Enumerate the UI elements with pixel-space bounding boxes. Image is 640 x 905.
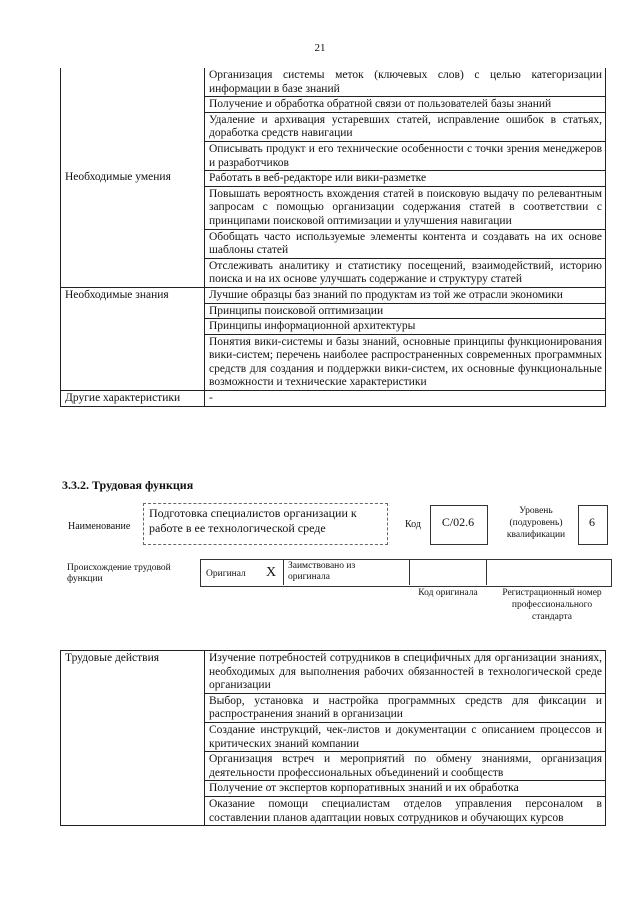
original-label: Оригинал [206, 569, 246, 579]
name-label: Наименование [68, 521, 131, 532]
table-row [61, 68, 606, 97]
table-cell: Работать в веб-редакторе или вики-разметке [205, 171, 606, 187]
label-knowledge: Необходимые знания [61, 287, 205, 390]
table-cell: Получение и обработка обратной связи от пользователей базы знаний [205, 97, 606, 113]
table-cell: Лучшие образцы баз знаний по продуктам из той же отрасли экономики [205, 287, 606, 303]
table-row [61, 287, 606, 303]
table-cell: Оказание помощи специалистам отделов управления персоналом в составлении планов адаптации новых сотрудников и обучающих курсов [205, 796, 606, 825]
row-label [61, 68, 205, 287]
code-value: C/02.6 [441, 515, 475, 529]
origin-divider [283, 559, 284, 585]
page-number: 21 [314, 42, 326, 54]
table-cell: Изучение потребностей сотрудников в специфичных для организации знаниях, необходимых для выполнения рабочих обязанностей в технологической среде организации [205, 651, 606, 694]
table-cell: Описывать продукт и его технические особенности с точки зрения менеджеров и разработчиков [205, 141, 606, 170]
table-cell: Принципы информационной архитектуры [205, 319, 606, 335]
code-label: Код [405, 519, 421, 530]
code-caption: Код оригинала [418, 588, 478, 598]
table-cell: Повышать вероятность вхождения статей в поисковую выдачу по релевантным запросам с помощью организации содержания статей в соответствии с принципами поисковой оптимизации и улучшения навигации [205, 186, 606, 229]
table-cell: Организация системы меток (ключевых слов) с целью категоризации информации в базе знаний [205, 68, 606, 97]
table-cell: Получение от экспертов корпоративных знаний и их обработка [205, 781, 606, 797]
table-cell: Принципы поисковой оптимизации [205, 303, 606, 319]
table-cell: Удаление и архивация устаревших статей, исправление ошибок в статьях, доработка средств навигации [205, 112, 606, 141]
reg-caption: Регистрационный номер профессионального стандарта [502, 588, 602, 622]
table-row [61, 391, 606, 407]
origin-divider [486, 559, 487, 585]
actions-table [60, 650, 606, 826]
table-cell: Создание инструкций, чек-листов и документации с описанием процессов и критических знаний компании [205, 722, 606, 751]
table-cell: Понятия вики-системы и базы знаний, основные принципы функционирования вики-систем; перечень наиболее распространенных современных программных средств для создания и поддержки вики-систем, их основные функциональные возможности и технические характеристики [205, 334, 606, 390]
label-skills: Необходимые умения [65, 170, 171, 183]
function-name: Подготовка специалистов организации к работе в ее технологической среде [149, 506, 357, 535]
table-cell: - [205, 391, 606, 407]
original-mark: X [266, 565, 277, 580]
skills-table [60, 68, 606, 407]
level-value: 6 [589, 515, 595, 529]
label-other: Другие характеристики [61, 391, 205, 407]
table-cell: Организация встреч и мероприятий по обмену знаниями, организация деятельности профессиональных объединений и сообществ [205, 752, 606, 781]
borrowed-label: Заимствовано из оригинала [288, 561, 356, 582]
table-cell: Обобщать часто используемые элементы контента и создавать на их основе шаблоны статей [205, 229, 606, 258]
section-heading: 3.3.2. Трудовая функция [62, 478, 194, 492]
table-row [61, 651, 606, 694]
level-label: Уровень (подуровень) квалификации [506, 506, 566, 540]
actions-label: Трудовые действия [61, 651, 205, 826]
origin-divider [409, 559, 410, 585]
origin-label: Происхождение трудовой функции [67, 563, 171, 584]
table-cell: Отслеживать аналитику и статистику посещений, взаимодействий, историю поиска и на их основе улучшать содержание и структуру статей [205, 258, 606, 287]
table-cell: Выбор, установка и настройка программных средств для фиксации и распространения знаний в организации [205, 693, 606, 722]
origin-box [200, 559, 612, 587]
